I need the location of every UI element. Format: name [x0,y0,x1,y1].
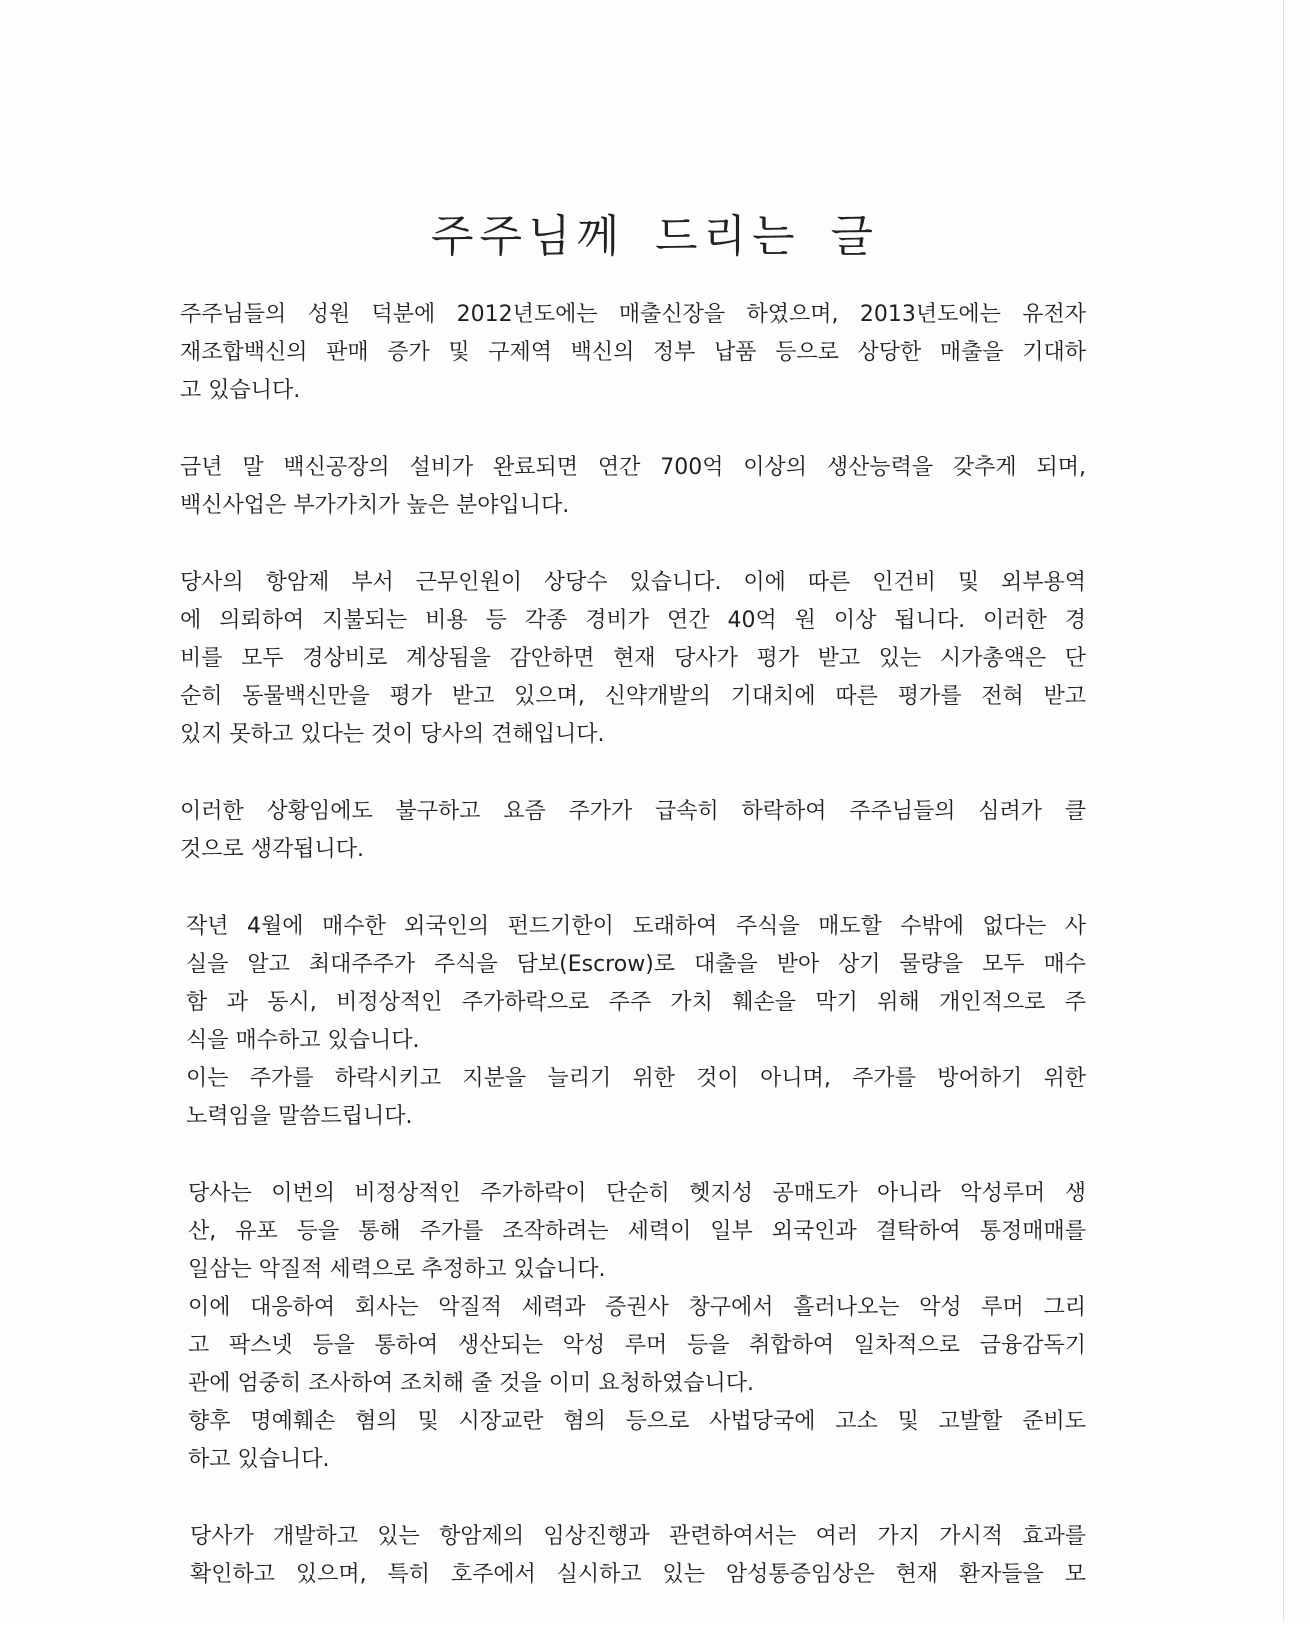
paragraph-vaccine-plant [180,449,1086,525]
text-line: 고 있습니다. [180,378,301,403]
text-line: 당사는 이번의 비정상적인 주가하락이 단순히 헷지성 공매도가 아니라 악성루머 생 [188,1181,1086,1206]
text-line: 일삼는 악질적 세력으로 추정하고 있습니다. [188,1257,606,1282]
letter-body [180,296,1086,1633]
text-line: 실을 알고 최대주주가 주식을 담보(Escrow)로 대출을 받아 상기 물량을 모두 매수 [186,952,1086,977]
letter-title: 주주님께 드리는 글 [430,211,879,262]
paragraph-major-shareholder-purchase [186,908,1086,1136]
paragraph-sales-outlook [180,296,1086,410]
text-line: 있지 못하고 있다는 것이 당사의 견해입니다. [180,722,605,747]
paragraph-rumor-response [188,1175,1086,1479]
text-line: 백신사업은 부가가치가 높은 분야입니다. [180,493,570,518]
text-line: 확인하고 있으며, 특히 호주에서 실시하고 있는 암성통증임상은 현재 환자들을 모 [190,1562,1086,1587]
text-line: 작년 4월에 매수한 외국인의 펀드기한이 도래하여 주식을 매도할 수밖에 없다는 사 [186,914,1086,939]
text-line: 산, 유포 등을 통해 주가를 조작하려는 세력이 일부 외국인과 결탁하여 통정매매를 [188,1219,1086,1244]
text-line: 향후 명예훼손 혐의 및 시장교란 혐의 등으로 사법당국에 고소 및 고발할 준비도 [188,1409,1086,1434]
text-line: 고 팍스넷 등을 통하여 생산되는 악성 루머 등을 취합하여 일차적으로 금융감독기 [188,1333,1086,1358]
text-line: 함 과 동시, 비정상적인 주가하락으로 주주 가치 훼손을 막기 위해 개인적으로 주 [186,990,1086,1015]
text-line: 당사의 항암제 부서 근무인원이 상당수 있습니다. 이에 따른 인건비 및 외부용역 [180,570,1086,595]
text-line: 이는 주가를 하락시키고 지분을 늘리기 위한 것이 아니며, 주가를 방어하기 위한 [186,1066,1086,1091]
paragraph-share-price-concern [180,793,1086,869]
text-line: 관에 엄중히 조사하여 조치해 줄 것을 이미 요청하였습니다. [188,1371,754,1396]
text-line: 노력임을 말씀드립니다. [186,1104,413,1129]
text-line: 재조합백신의 판매 증가 및 구제역 백신의 정부 납품 등으로 상당한 매출을 기대하 [180,340,1086,365]
paragraph-anticancer-costs [180,564,1086,754]
text-line: 이러한 상황임에도 불구하고 요즘 주가가 급속히 하락하여 주주님들의 심려가 클 [180,799,1086,824]
text-line: 당사가 개발하고 있는 항암제의 임상진행과 관련하여서는 여러 가지 가시적 효과를 [190,1524,1086,1549]
text-line: 에 의뢰하여 지불되는 비용 등 각종 경비가 연간 40억 원 이상 됩니다. 이러한 경 [180,608,1086,633]
text-line: 하고 있습니다. [188,1447,330,1472]
text-line: 비를 모두 경상비로 계상됨을 감안하면 현재 당사가 평가 받고 있는 시가총액은 단 [180,646,1086,671]
text-line: 것으로 생각됩니다. [180,837,365,862]
text-line: 주주님들의 성원 덕분에 2012년도에는 매출신장을 하였으며, 2013년도에는 유전자 [180,302,1086,327]
text-line: 식을 매수하고 있습니다. [186,1028,420,1053]
paragraph-clinical-progress [190,1518,1086,1594]
text-line: 순히 동물백신만을 평가 받고 있으며, 신약개발의 기대치에 따른 평가를 전혀 받고 [180,684,1086,709]
text-line: 이에 대응하여 회사는 악질적 세력과 증권사 창구에서 흘러나오는 악성 루머 그리 [188,1295,1086,1320]
text-line: 금년 말 백신공장의 설비가 완료되면 연간 700억 이상의 생산능력을 갖추게 되며, [180,455,1086,480]
